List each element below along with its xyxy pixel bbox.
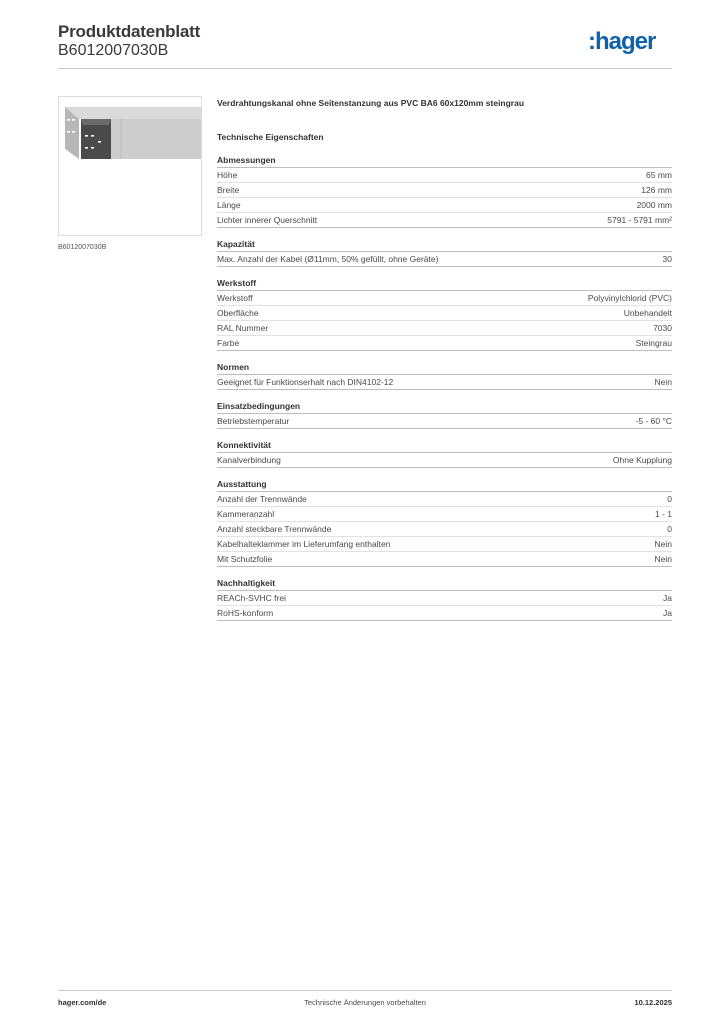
spec-label: RAL Nummer [217,323,269,333]
spec-label: RoHS-konform [217,608,274,618]
spec-value: Ja [663,608,672,618]
spec-row [217,591,672,606]
section-rows [217,168,672,228]
section-title: Nachhaltigkeit [217,577,672,591]
spec-label: Kammeranzahl [217,509,275,519]
spec-label: Betriebstemperatur [217,416,290,426]
spec-value: Ja [663,593,672,603]
section-rows [217,591,672,621]
spec-row [217,552,672,567]
spec-label: REACh-SVHC frei [217,593,286,603]
spec-label: Max. Anzahl der Kabel (Ø11mm, 50% gefüllt, ohne Geräte) [217,254,439,264]
spec-label: Anzahl der Trennwände [217,494,307,504]
spec-section [217,154,672,228]
spec-label: Anzahl steckbare Trennwände [217,524,332,534]
spec-label: Werkstoff [217,293,253,303]
spec-value: 126 mm [641,185,672,195]
spec-section [217,361,672,390]
spec-row [217,252,672,267]
spec-label: Höhe [217,170,238,180]
spec-row [217,375,672,390]
spec-value: Nein [654,539,672,549]
spec-row [217,306,672,321]
spec-value: Nein [654,554,672,564]
spec-row [217,537,672,552]
product-title: Verdrahtungskanal ohne Seitenstanzung aus PVC BA6 60x120mm steingrau [217,98,525,108]
spec-label: Oberfläche [217,308,259,318]
spec-value: Ohne Kupplung [612,455,672,465]
section-rows [217,291,672,351]
spec-value: Nein [654,377,672,387]
spec-value: Unbehandelt [623,308,672,318]
spec-value: 30 [662,254,672,264]
spec-section [217,400,672,429]
section-title: Abmessungen [217,154,672,168]
spec-row [217,168,672,183]
spec-value: 0 [667,524,672,534]
header-divider [58,68,672,69]
spec-row [217,183,672,198]
spec-section [217,439,672,468]
footer-divider [58,990,672,991]
spec-value: 0 [667,494,672,504]
spec-value: 2000 mm [636,200,672,210]
spec-content [217,96,672,621]
spec-sections [217,154,672,621]
section-title: Normen [217,361,672,375]
page-header [58,22,672,70]
spec-label: Länge [217,200,241,210]
spec-value: 65 mm [646,170,672,180]
footer-date: 10.12.2025 [634,998,672,1007]
section-rows [217,252,672,267]
spec-label: Kabelhalteklammer im Lieferumfang enthalten [217,539,391,549]
spec-row [217,453,672,468]
spec-label: Mit Schutzfolie [217,554,273,564]
cable-duct-illustration [59,97,201,235]
spec-value: 5791 - 5791 mm² [607,215,672,225]
spec-section [217,577,672,621]
footer-note: Technische Änderungen vorbehalten [304,998,426,1007]
section-title: Einsatzbedingungen [217,400,672,414]
spec-value: Polyvinylchlorid (PVC) [587,293,672,303]
section-rows [217,492,672,567]
spec-row [217,213,672,228]
image-caption: B6012007030B [58,244,107,251]
spec-row [217,321,672,336]
spec-label: Farbe [217,338,240,348]
technical-properties-heading: Technische Eigenschaften [217,132,324,142]
spec-row [217,291,672,306]
spec-row [217,336,672,351]
section-title: Ausstattung [217,478,672,492]
spec-value: Steingrau [635,338,672,348]
spec-section [217,478,672,567]
document-code: B6012007030B [58,42,169,59]
section-title: Kapazität [217,238,672,252]
spec-row [217,507,672,522]
section-rows [217,453,672,468]
section-title: Konnektivität [217,439,672,453]
section-rows [217,375,672,390]
spec-value: 1 - 1 [654,509,672,519]
section-title: Werkstoff [217,277,672,291]
spec-label: Geeignet für Funktionserhalt nach DIN4102-12 [217,377,394,387]
page-footer [58,998,672,1010]
spec-row [217,198,672,213]
spec-row [217,522,672,537]
spec-row [217,606,672,621]
spec-section [217,277,672,351]
spec-section [217,238,672,267]
spec-label: Lichter innerer Querschnitt [217,215,318,225]
document-title: Produktdatenblatt [58,22,201,41]
spec-value: -5 - 60 °C [635,416,672,426]
spec-label: Breite [217,185,240,195]
spec-row [217,414,672,429]
spec-label: Kanalverbindung [217,455,281,465]
section-rows [217,414,672,429]
svg-text::hager: :hager [588,28,656,54]
spec-row [217,492,672,507]
product-image [58,96,202,236]
hager-logo [588,28,672,54]
spec-value: 7030 [653,323,672,333]
footer-website: hager.com/de [58,998,107,1007]
